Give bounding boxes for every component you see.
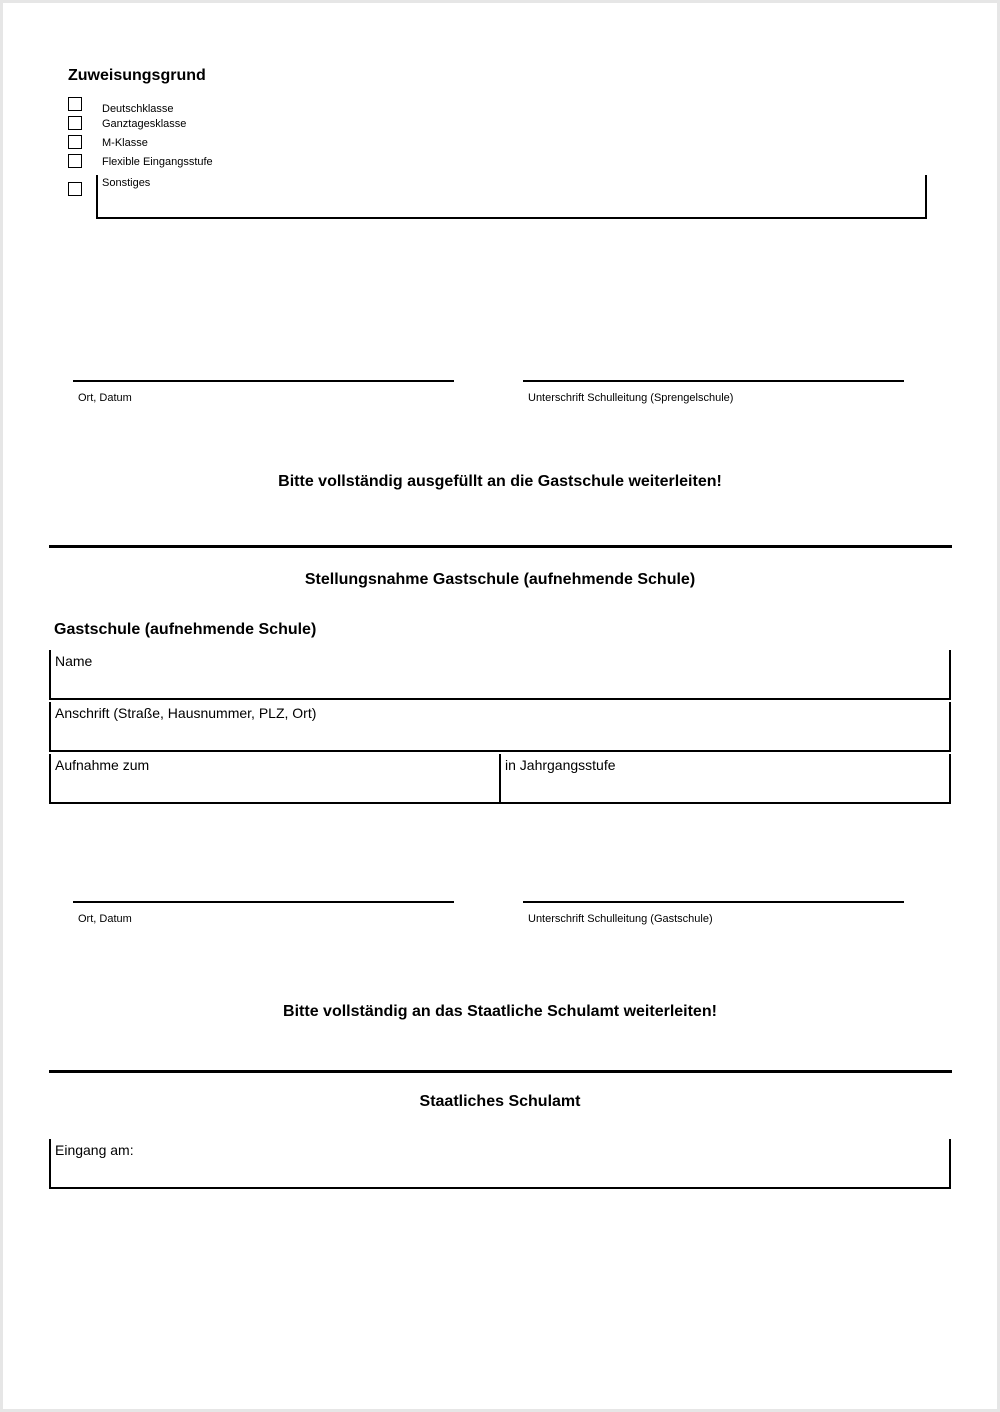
admission-label: Aufnahme zum <box>55 757 150 773</box>
label-m-klasse: M-Klasse <box>102 137 148 149</box>
received-date-field[interactable] <box>49 1139 951 1189</box>
checkbox-deutschklasse[interactable] <box>68 97 82 111</box>
label-deutschklasse: Deutschklasse <box>102 103 174 115</box>
notice-forward-gastschule: Bitte vollständig ausgefüllt an die Gastschule weiterleiten! <box>278 473 722 490</box>
grade-label: in Jahrgangsstufe <box>505 757 616 773</box>
place-date-label-gast: Ort, Datum <box>78 913 132 925</box>
signature-label-sprengel: Unterschrift Schulleitung (Sprengelschule) <box>528 392 734 404</box>
admission-date-field[interactable] <box>49 754 501 804</box>
signature-line-gast[interactable] <box>523 901 904 903</box>
checkbox-m-klasse[interactable] <box>68 135 82 149</box>
gastschule-heading: Gastschule (aufnehmende Schule) <box>54 621 317 638</box>
signature-line-sprengel[interactable] <box>523 380 904 382</box>
gastschule-address-field[interactable] <box>49 702 951 752</box>
schulamt-section-title: Staatliches Schulamt <box>419 1093 581 1110</box>
place-date-label-sprengel: Ort, Datum <box>78 392 132 404</box>
sonstiges-input[interactable] <box>96 175 927 219</box>
label-flexible-eingangsstufe: Flexible Eingangsstufe <box>102 156 213 168</box>
label-sonstiges: Sonstiges <box>102 177 151 189</box>
signature-label-gast: Unterschrift Schulleitung (Gastschule) <box>528 913 713 925</box>
zuweisungsgrund-heading: Zuweisungsgrund <box>68 67 206 84</box>
section-divider <box>49 545 952 548</box>
place-date-line-sprengel[interactable] <box>73 380 454 382</box>
name-label: Name <box>55 653 93 669</box>
notice-forward-schulamt: Bitte vollständig an das Staatliche Schulamt weiterleiten! <box>283 1003 717 1020</box>
place-date-line-gast[interactable] <box>73 901 454 903</box>
label-ganztagesklasse: Ganztagesklasse <box>102 118 187 130</box>
checkbox-ganztagesklasse[interactable] <box>68 116 82 130</box>
checkbox-flexible-eingangsstufe[interactable] <box>68 154 82 168</box>
checkbox-sonstiges[interactable] <box>68 182 82 196</box>
gastschule-section-title: Stellungsnahme Gastschule (aufnehmende Schule) <box>304 571 696 588</box>
received-label: Eingang am: <box>55 1142 134 1158</box>
gastschule-name-field[interactable] <box>49 650 951 700</box>
grade-field[interactable] <box>499 754 951 804</box>
address-label: Anschrift (Straße, Hausnummer, PLZ, Ort) <box>55 705 317 721</box>
section-divider-2 <box>49 1070 952 1073</box>
